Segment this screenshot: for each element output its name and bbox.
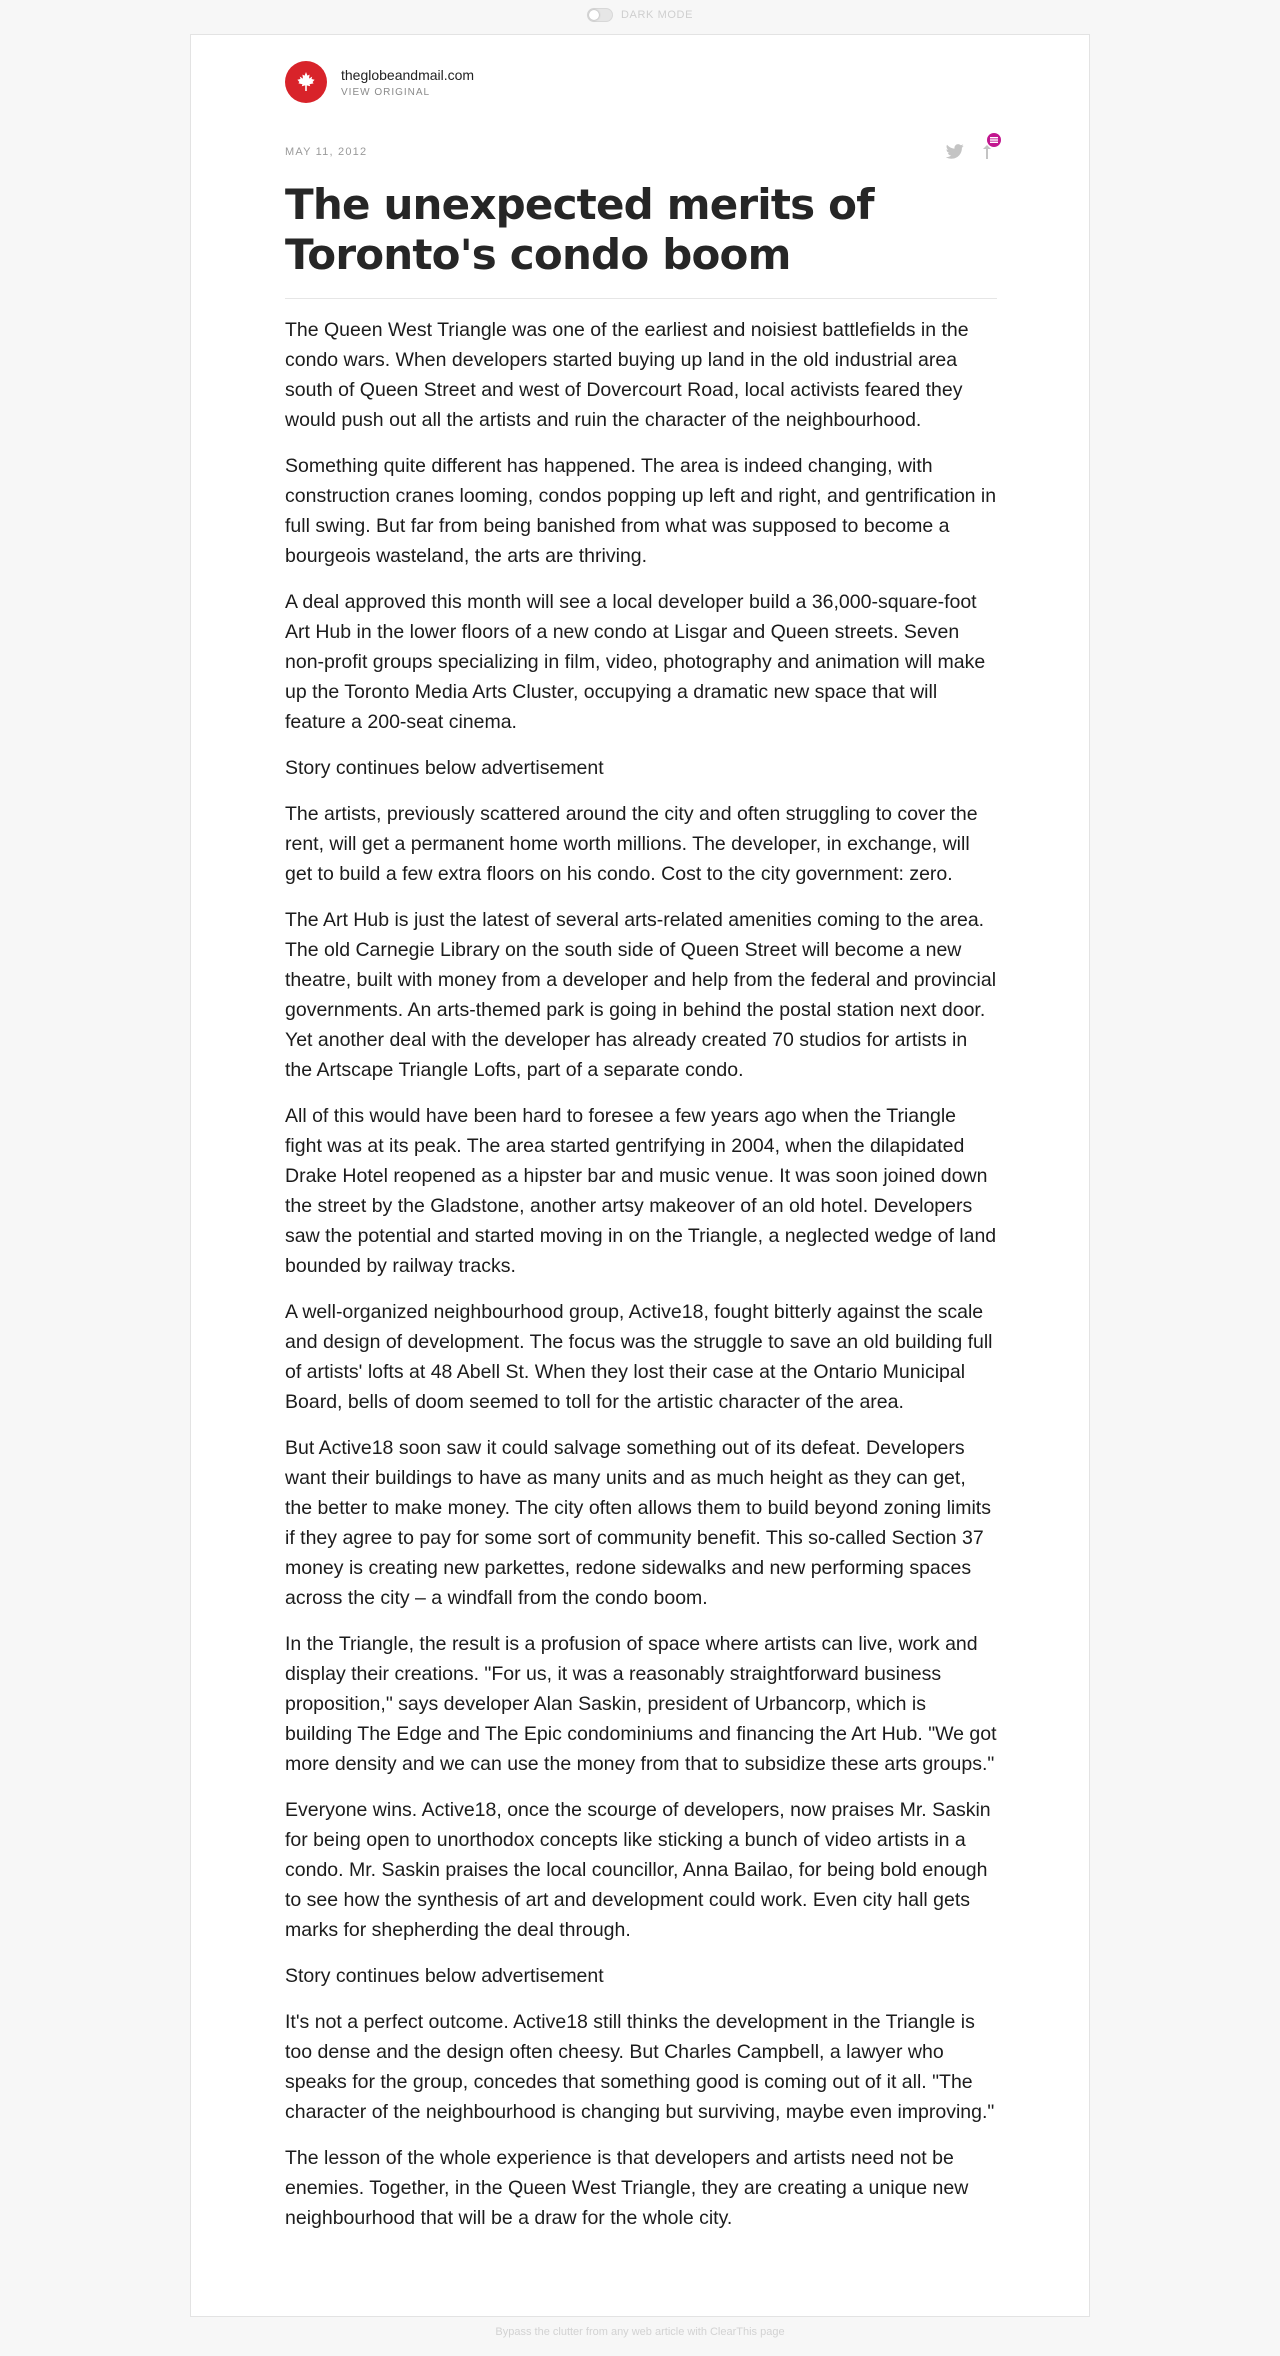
- twitter-icon[interactable]: [945, 141, 965, 161]
- article-paragraph: All of this would have been hard to foresee a few years ago when the Triangle fight was at its peak. The area started gentrifying in 2004, when the dilapidated Drake Hotel reopened as a hipster bar and music venue. It was soon joined down the street by the Gladstone, another artsy makeover of an old hotel. Developers saw the potential and started moving in on the Triangle, a neglected wedge of land bounded by railway tracks.: [285, 1105, 997, 1277]
- article-paragraph: The lesson of the whole experience is that developers and artists need not be enemies. Together, in the Queen West Triangle, they are creating a unique new neighbourhood that will be a draw for the whole city.: [285, 2147, 969, 2229]
- twitter-glyph: [946, 144, 964, 159]
- article-paragraph: It's not a perfect outcome. Active18 still thinks the development in the Triangle is too dense and the design often cheesy. But Charles Campbell, a lawyer who speaks for the group, concedes that something good is coming out of it all. "The character of the neighbourhood is changing but surviving, maybe even improving.": [285, 2011, 995, 2123]
- footer-note: Bypass the clutter from any web article with ClearThis page: [495, 2326, 785, 2338]
- article-paragraph: The artists, previously scattered around the city and often struggling to cover the rent, will get a permanent home worth millions. The developer, in exchange, will get to build a few extra floors on his condo. Cost to the city government: zero.: [285, 803, 978, 885]
- view-original-link[interactable]: VIEW ORIGINAL: [341, 87, 431, 98]
- article-paragraph: A deal approved this month will see a local developer build a 36,000-square-foot Art Hub in the lower floors of a new condo at Lisgar and Queen streets. Seven non-profit groups specializing in film, video, photography and animation will make up the Toronto Media Arts Cluster, occupying a dramatic new space that will feature a 200-seat cinema.: [285, 591, 986, 733]
- share-buttons: [945, 141, 997, 161]
- maple-leaf-glyph: [294, 70, 318, 94]
- article-paragraph: Everyone wins. Active18, once the scourge of developers, now praises Mr. Saskin for being open to unorthodox concepts like sticking a bunch of video artists in a condo. Mr. Saskin praises the local councillor, Anna Bailao, for being bold enough to see how the synthesis of art and development could work. Even city hall gets marks for shepherding the deal through.: [285, 1799, 991, 1941]
- source-text: [341, 66, 474, 98]
- article-meta: [285, 141, 997, 165]
- article-paragraph: The Queen West Triangle was one of the earliest and noisiest battlefields in the condo wars. When developers started buying up land in the old industrial area south of Queen Street and west of Dovercourt Road, local activists feared they would push out all the artists and ruin the character of the neighbourhood.: [285, 319, 969, 431]
- title-divider: [285, 298, 997, 299]
- badge-glyph: [990, 137, 998, 143]
- share-icon[interactable]: [977, 141, 997, 161]
- article-paragraph: A well-organized neighbourhood group, Active18, fought bitterly against the scale and design of development. The focus was the struggle to save an old building full of artists' lofts at 48 Abell St. When they lost their case at the Ontario Municipal Board, bells of doom seemed to toll for the artistic character of the area.: [285, 1301, 993, 1413]
- source-header: [285, 61, 474, 103]
- article-date: MAY 11, 2012: [285, 146, 368, 158]
- article-paragraph: Something quite different has happened. The area is indeed changing, with construction cranes looming, condos popping up left and right, and gentrification in full swing. But far from being banished from what was supposed to become a bourgeois wasteland, the arts are thriving.: [285, 455, 997, 567]
- dark-mode-toggle[interactable]: [587, 8, 613, 22]
- advertisement-notice: Story continues below advertisement: [285, 1965, 604, 1987]
- advertisement-notice: Story continues below advertisement: [285, 757, 604, 779]
- article-title: The unexpected merits of Toronto's condo boom: [285, 180, 874, 279]
- article-body: [285, 315, 997, 2249]
- article-paragraph: In the Triangle, the result is a profusion of space where artists can live, work and display their creations. "For us, it was a reasonably straightforward business proposition," says developer Alan Saskin, president of Urbancorp, which is building The Edge and The Epic condominiums and financing the Art Hub. "We got more density and we can use the money from that to subsidize these arts groups.": [285, 1633, 997, 1775]
- article-paragraph: But Active18 soon saw it could salvage something out of its defeat. Developers want their buildings to have as many units and as much height as they can get, the better to make money. The city often allows them to build beyond zoning limits if they agree to pay for some sort of community benefit. This so-called Section 37 money is creating new parkettes, redone sidewalks and new performing spaces across the city – a windfall from the condo boom.: [285, 1437, 991, 1609]
- article-card: [190, 34, 1090, 2317]
- clearthis-badge-icon[interactable]: [987, 133, 1001, 147]
- source-domain[interactable]: theglobeandmail.com: [341, 67, 475, 83]
- dark-mode-label: DARK MODE: [620, 9, 694, 21]
- toggle-knob: [589, 10, 599, 20]
- dark-mode-toggle-group[interactable]: [0, 8, 1280, 22]
- maple-leaf-icon[interactable]: [285, 61, 327, 103]
- article-paragraph: The Art Hub is just the latest of several arts-related amenities coming to the area. The old Carnegie Library on the south side of Queen Street will become a new theatre, built with money from a developer and help from the federal and provincial governments. An arts-themed park is going in behind the postal station next door. Yet another deal with the developer has already created 70 studios for artists in the Artscape Triangle Lofts, part of a separate condo.: [285, 909, 997, 1081]
